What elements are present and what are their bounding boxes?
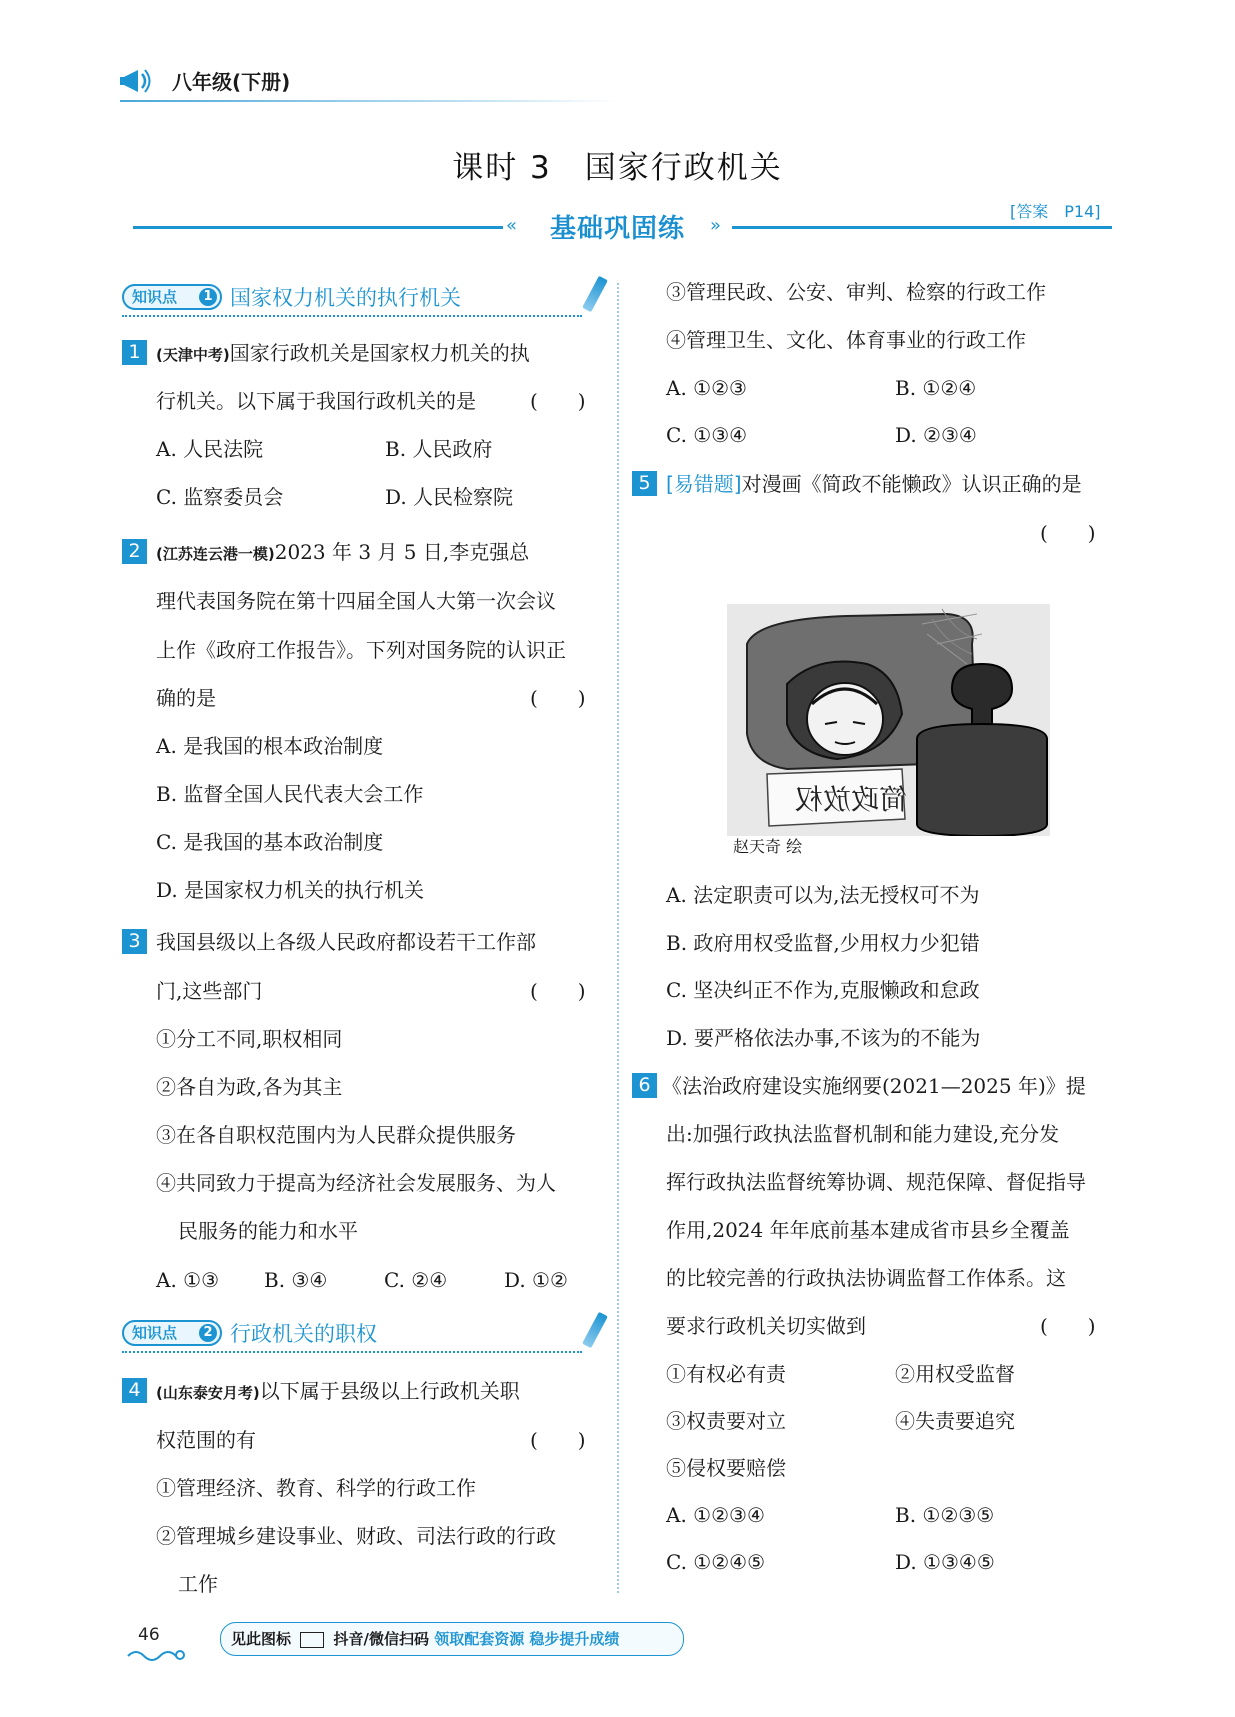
option-d: D. 是国家权力机关的执行机关 [156, 878, 425, 902]
question-stem: 的比较完善的行政执法协调监督工作体系。这 [666, 1266, 1066, 1290]
question-number: 6 [632, 1073, 657, 1098]
statement-item: ③权责要对立 [666, 1409, 786, 1433]
question-stem: 权范围的有 [156, 1428, 256, 1452]
page-number: 46 [138, 1625, 160, 1645]
title-underline [122, 315, 582, 317]
option-d: D. ②③④ [895, 423, 977, 447]
footer-highlight: 领取配套资源 稳步提升成绩 [434, 1630, 620, 1648]
answer-reference: [答案 P14] [1010, 202, 1101, 221]
knowledge-point-title: 国家权力机关的执行机关 [230, 286, 461, 310]
question-stem: 要求行政机关切实做到 [666, 1314, 866, 1338]
column-divider [617, 283, 619, 1593]
option-d: D. ①③④⑤ [895, 1550, 995, 1574]
question-stem: 确的是 [156, 686, 216, 710]
question-stem: (江苏连云港一模)2023 年 3 月 5 日,李克强总 [156, 540, 530, 564]
statement-item: ③在各自职权范围内为人民群众提供服务 [156, 1123, 516, 1147]
question-stem: (天津中考)国家行政机关是国家权力机关的执 [156, 341, 530, 365]
option-c: C. 坚决纠正不作为,克服懒政和怠政 [666, 978, 980, 1002]
statement-item: ②各自为政,各为其主 [156, 1075, 343, 1099]
answer-blank[interactable]: ( ) [530, 686, 586, 710]
option-b: B. 人民政府 [385, 437, 493, 461]
answer-blank[interactable]: ( ) [1040, 521, 1096, 545]
option-b: B. ③④ [264, 1268, 328, 1292]
knowledge-point-2 [122, 1318, 602, 1348]
answer-blank[interactable]: ( ) [530, 1428, 586, 1452]
knowledge-point-number: 2 [199, 1324, 217, 1342]
section-banner: 基础巩固练 [549, 214, 685, 244]
question-stem: 门,这些部门 [156, 979, 263, 1003]
question-stem: 作用,2024 年年底前基本建成省市县乡全覆盖 [666, 1218, 1070, 1242]
question-source: (江苏连云港一模) [156, 545, 275, 563]
option-b: B. 政府用权受监督,少用权力少犯错 [666, 931, 980, 955]
question-number: 3 [122, 929, 147, 954]
option-d: D. ①② [504, 1268, 568, 1292]
option-a: A. ①②③ [666, 376, 747, 400]
question-stem: 上作《政府工作报告》。下列对国务院的认识正 [156, 638, 566, 662]
option-c: C. ①②④⑤ [666, 1550, 766, 1574]
question-source: (天津中考) [156, 346, 230, 364]
pen-icon [582, 1312, 608, 1348]
scan-code-icon [300, 1632, 324, 1648]
question-stem: 挥行政执法监督统筹协调、规范保障、督促指导 [666, 1170, 1086, 1194]
section-line-left [133, 226, 503, 229]
chevron-right-icon: » [710, 215, 722, 236]
question-stem: [易错题]对漫画《简政不能懒政》认识正确的是 [666, 472, 1082, 496]
option-a: A. 是我国的根本政治制度 [156, 734, 384, 758]
statement-item: 民服务的能力和水平 [178, 1219, 358, 1243]
wave-ornament-icon [126, 1646, 186, 1666]
statement-item: ④共同致力于提高为经济社会发展服务、为人 [156, 1171, 556, 1195]
answer-blank[interactable]: ( ) [530, 389, 586, 413]
option-c: C. ①③④ [666, 423, 748, 447]
option-a: A. 法定职责可以为,法无授权可不为 [666, 883, 980, 907]
statement-item: ③管理民政、公安、审判、检察的行政工作 [666, 280, 1046, 304]
question-source: (山东泰安月考) [156, 1384, 260, 1402]
option-d: D. 人民检察院 [385, 485, 514, 509]
option-b: B. 监督全国人民代表大会工作 [156, 782, 424, 806]
header-divider [120, 100, 620, 102]
statement-item: ②用权受监督 [895, 1362, 1015, 1386]
question-stem: (山东泰安月考)以下属于县级以上行政机关职 [156, 1379, 520, 1403]
error-prone-tag: [易错题] [666, 472, 742, 496]
footer-banner [220, 1622, 684, 1656]
option-c: C. 监察委员会 [156, 485, 284, 509]
statement-item: ①有权必有责 [666, 1362, 786, 1386]
question-stem: 我国县级以上各级人民政府都设若干工作部 [156, 930, 536, 954]
question-stem: 理代表国务院在第十四届全国人大第一次会议 [156, 589, 556, 613]
question-stem: 《法治政府建设实施纲要(2021—2025 年)》提 [662, 1074, 1086, 1098]
statement-item: ④失责要追究 [895, 1409, 1015, 1433]
cartoon-image [727, 604, 1050, 836]
footer-scan-text: 抖音/微信扫码 [333, 1630, 429, 1648]
statement-item: ④管理卫生、文化、体育事业的行政工作 [666, 328, 1026, 352]
option-a: A. ①③ [156, 1268, 220, 1292]
option-b: B. ①②③⑤ [895, 1503, 995, 1527]
lesson-title: 课时 3 国家行政机关 [452, 150, 783, 186]
answer-blank[interactable]: ( ) [1040, 1314, 1096, 1338]
statement-item: ②管理城乡建设事业、财政、司法行政的行政 [156, 1524, 556, 1548]
question-stem: 出:加强行政执法监督机制和能力建设,充分发 [666, 1122, 1060, 1146]
cartoon-credit: 赵天奇 绘 [733, 837, 803, 856]
pen-icon [582, 276, 608, 312]
answer-blank[interactable]: ( ) [530, 979, 586, 1003]
option-a: A. 人民法院 [156, 437, 264, 461]
section-line-right [732, 226, 1112, 229]
title-underline [122, 1351, 582, 1353]
question-number: 4 [122, 1378, 147, 1403]
option-c: C. ②④ [384, 1268, 448, 1292]
chevron-left-icon: « [506, 215, 518, 236]
question-number: 2 [122, 539, 147, 564]
option-b: B. ①②④ [895, 376, 977, 400]
option-d: D. 要严格依法办事,不该为的不能为 [666, 1026, 981, 1050]
statement-item: 工作 [178, 1572, 218, 1596]
grade-label: 八年级(下册) [172, 70, 291, 94]
statement-item: ①管理经济、教育、科学的行政工作 [156, 1476, 476, 1500]
knowledge-point-badge: 知识点 2 [122, 1320, 222, 1346]
svg-text:简政放权: 简政放权 [794, 783, 907, 816]
megaphone-icon [120, 66, 154, 96]
statement-item: ①分工不同,职权相同 [156, 1027, 343, 1051]
option-c: C. 是我国的基本政治制度 [156, 830, 384, 854]
knowledge-point-1 [122, 282, 602, 312]
option-a: A. ①②③④ [666, 1503, 765, 1527]
question-number: 5 [632, 471, 657, 496]
knowledge-point-badge: 知识点 1 [122, 284, 222, 310]
footer-text: 见此图标 [231, 1630, 292, 1648]
statement-item: ⑤侵权要赔偿 [666, 1456, 786, 1480]
knowledge-point-title: 行政机关的职权 [230, 1322, 377, 1346]
question-stem: 行机关。以下属于我国行政机关的是 [156, 389, 476, 413]
knowledge-point-number: 1 [199, 288, 217, 306]
question-number: 1 [122, 340, 147, 365]
